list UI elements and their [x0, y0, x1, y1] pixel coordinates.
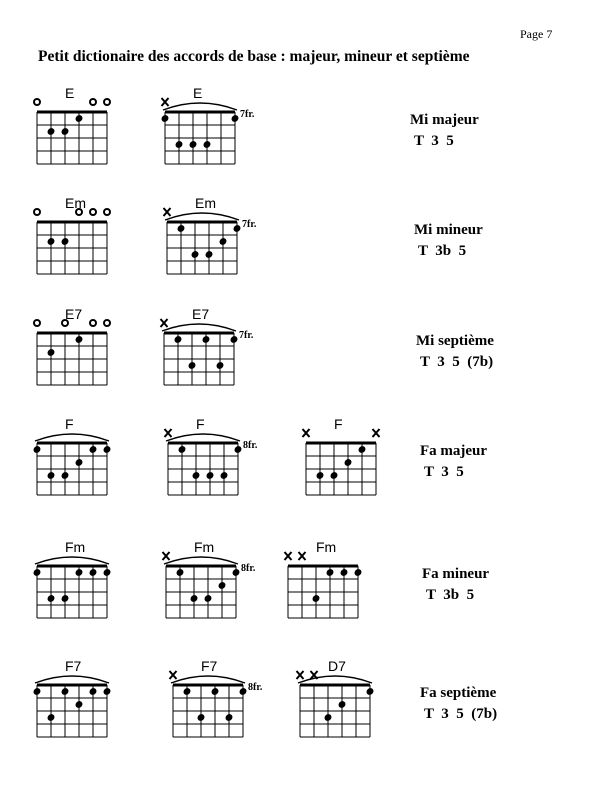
- finger-dot: [339, 568, 349, 577]
- page-number: Page 7: [520, 27, 553, 41]
- chord-label: F: [334, 416, 343, 432]
- chord-formula: T 3 5 (7b): [420, 354, 494, 370]
- barre-arc: [164, 557, 238, 564]
- barre-arc: [171, 676, 245, 683]
- barre-arc: [35, 434, 109, 441]
- finger-dot: [187, 361, 197, 370]
- chord-formula: T 3 5: [414, 133, 454, 149]
- barre-arc: [165, 213, 239, 220]
- open-string-mark: [90, 209, 96, 215]
- page-title: Petit dictionaire des accords de base : majeur, mineur et septième: [38, 48, 470, 65]
- finger-dot: [201, 335, 211, 344]
- finger-dot: [218, 237, 228, 246]
- finger-dot: [46, 594, 56, 603]
- muted-string-mark: [164, 208, 171, 216]
- chord-diagram: [163, 539, 256, 618]
- finger-dot: [74, 568, 84, 577]
- finger-dot: [32, 687, 42, 696]
- finger-dot: [238, 687, 248, 696]
- finger-dot: [323, 713, 333, 722]
- chord-diagram: [297, 658, 375, 737]
- chord-diagram: [285, 539, 363, 618]
- chord-label: F7: [65, 658, 82, 674]
- chord-label: D7: [328, 658, 346, 674]
- finger-dot: [88, 445, 98, 454]
- open-string-mark: [90, 320, 96, 326]
- barre-arc: [35, 557, 109, 564]
- chord-diagram: [34, 195, 110, 274]
- finger-dot: [337, 700, 347, 709]
- chord-label: F7: [201, 658, 218, 674]
- finger-dot: [203, 594, 213, 603]
- chord-diagram: [34, 85, 110, 164]
- finger-dot: [205, 471, 215, 480]
- finger-dot: [357, 445, 367, 454]
- chord-label: Em: [65, 195, 86, 211]
- finger-dot: [88, 568, 98, 577]
- finger-dot: [102, 687, 112, 696]
- finger-dot: [231, 568, 241, 577]
- chord-label: Fm: [316, 539, 337, 555]
- finger-dot: [217, 581, 227, 590]
- finger-dot: [365, 687, 375, 696]
- chord-label: Fm: [65, 539, 86, 555]
- finger-dot: [329, 471, 339, 480]
- finger-dot: [60, 237, 70, 246]
- fret-number: 8fr.: [241, 563, 256, 574]
- chord-name: Mi majeur: [410, 112, 479, 128]
- finger-dot: [60, 594, 70, 603]
- finger-dot: [74, 335, 84, 344]
- finger-dot: [46, 471, 56, 480]
- chord-label: F: [65, 416, 74, 432]
- fret-number: 8fr.: [243, 440, 258, 451]
- barre-arc: [162, 324, 236, 331]
- open-string-mark: [76, 209, 82, 215]
- finger-dot: [204, 250, 214, 259]
- chord-label: E7: [65, 306, 83, 322]
- chord-label: F: [196, 416, 205, 432]
- muted-string-mark: [161, 319, 168, 327]
- open-string-mark: [104, 320, 110, 326]
- finger-dot: [353, 568, 363, 577]
- finger-dot: [343, 458, 353, 467]
- finger-dot: [188, 140, 198, 149]
- finger-dot: [60, 127, 70, 136]
- finger-dot: [175, 568, 185, 577]
- finger-dot: [182, 687, 192, 696]
- finger-dot: [233, 445, 243, 454]
- muted-string-mark: [165, 429, 172, 437]
- finger-dot: [232, 224, 242, 233]
- finger-dot: [315, 471, 325, 480]
- muted-string-mark: [303, 429, 310, 437]
- finger-dot: [219, 471, 229, 480]
- chord-label: Em: [195, 195, 216, 211]
- chord-diagram: [303, 416, 380, 495]
- finger-dot: [46, 237, 56, 246]
- finger-dot: [210, 687, 220, 696]
- barre-arc: [35, 676, 109, 683]
- finger-dot: [196, 713, 206, 722]
- barre-arc: [163, 103, 237, 110]
- open-string-mark: [104, 209, 110, 215]
- chord-diagram: [161, 306, 254, 385]
- finger-dot: [160, 114, 170, 123]
- finger-dot: [46, 127, 56, 136]
- finger-dot: [176, 224, 186, 233]
- chord-name: Mi septième: [416, 333, 494, 349]
- chord-name: Fa septième: [420, 685, 497, 701]
- chord-formula: T 3 5 (7b): [424, 706, 498, 722]
- muted-string-mark: [163, 552, 170, 560]
- muted-string-mark: [373, 429, 380, 437]
- open-string-mark: [34, 209, 40, 215]
- finger-dot: [60, 687, 70, 696]
- muted-string-mark: [162, 98, 169, 106]
- chord-diagram: [164, 195, 257, 274]
- open-string-mark: [104, 99, 110, 105]
- finger-dot: [202, 140, 212, 149]
- finger-dot: [224, 713, 234, 722]
- finger-dot: [74, 458, 84, 467]
- finger-dot: [74, 114, 84, 123]
- chord-label: E: [193, 85, 203, 101]
- chord-diagram: [32, 416, 112, 495]
- finger-dot: [325, 568, 335, 577]
- finger-dot: [102, 445, 112, 454]
- chord-label: E7: [192, 306, 210, 322]
- open-string-mark: [34, 320, 40, 326]
- finger-dot: [189, 594, 199, 603]
- chord-diagram: [165, 416, 258, 495]
- chord-name: Mi mineur: [414, 222, 483, 238]
- finger-dot: [74, 700, 84, 709]
- chord-name: Fa majeur: [420, 443, 488, 459]
- fret-number: 7fr.: [242, 219, 257, 230]
- fret-number: 8fr.: [248, 682, 263, 693]
- open-string-mark: [34, 99, 40, 105]
- finger-dot: [102, 568, 112, 577]
- muted-string-mark: [285, 552, 292, 560]
- finger-dot: [88, 687, 98, 696]
- chord-diagram: [32, 658, 112, 737]
- finger-dot: [311, 594, 321, 603]
- fret-number: 7fr.: [240, 109, 255, 120]
- fret-number: 7fr.: [239, 330, 254, 341]
- muted-string-mark: [299, 552, 306, 560]
- chord-diagram: [160, 85, 255, 164]
- chord-diagram: [34, 306, 110, 385]
- open-string-mark: [62, 320, 68, 326]
- finger-dot: [229, 335, 239, 344]
- chord-formula: T 3b 5: [426, 587, 475, 603]
- finger-dot: [46, 713, 56, 722]
- muted-string-mark: [170, 671, 177, 679]
- finger-dot: [230, 114, 240, 123]
- finger-dot: [173, 335, 183, 344]
- open-string-mark: [90, 99, 96, 105]
- finger-dot: [190, 250, 200, 259]
- chord-formula: T 3b 5: [418, 243, 467, 259]
- finger-dot: [32, 445, 42, 454]
- barre-arc: [298, 676, 372, 683]
- chord-diagram: [170, 658, 263, 737]
- finger-dot: [177, 445, 187, 454]
- finger-dot: [174, 140, 184, 149]
- finger-dot: [60, 471, 70, 480]
- chord-name: Fa mineur: [422, 566, 490, 582]
- chord-label: Fm: [194, 539, 215, 555]
- chord-diagram: [32, 539, 112, 618]
- muted-string-mark: [297, 671, 304, 679]
- barre-arc: [166, 434, 240, 441]
- chord-label: E: [65, 85, 75, 101]
- finger-dot: [32, 568, 42, 577]
- finger-dot: [191, 471, 201, 480]
- chord-formula: T 3 5: [424, 464, 464, 480]
- finger-dot: [215, 361, 225, 370]
- finger-dot: [46, 348, 56, 357]
